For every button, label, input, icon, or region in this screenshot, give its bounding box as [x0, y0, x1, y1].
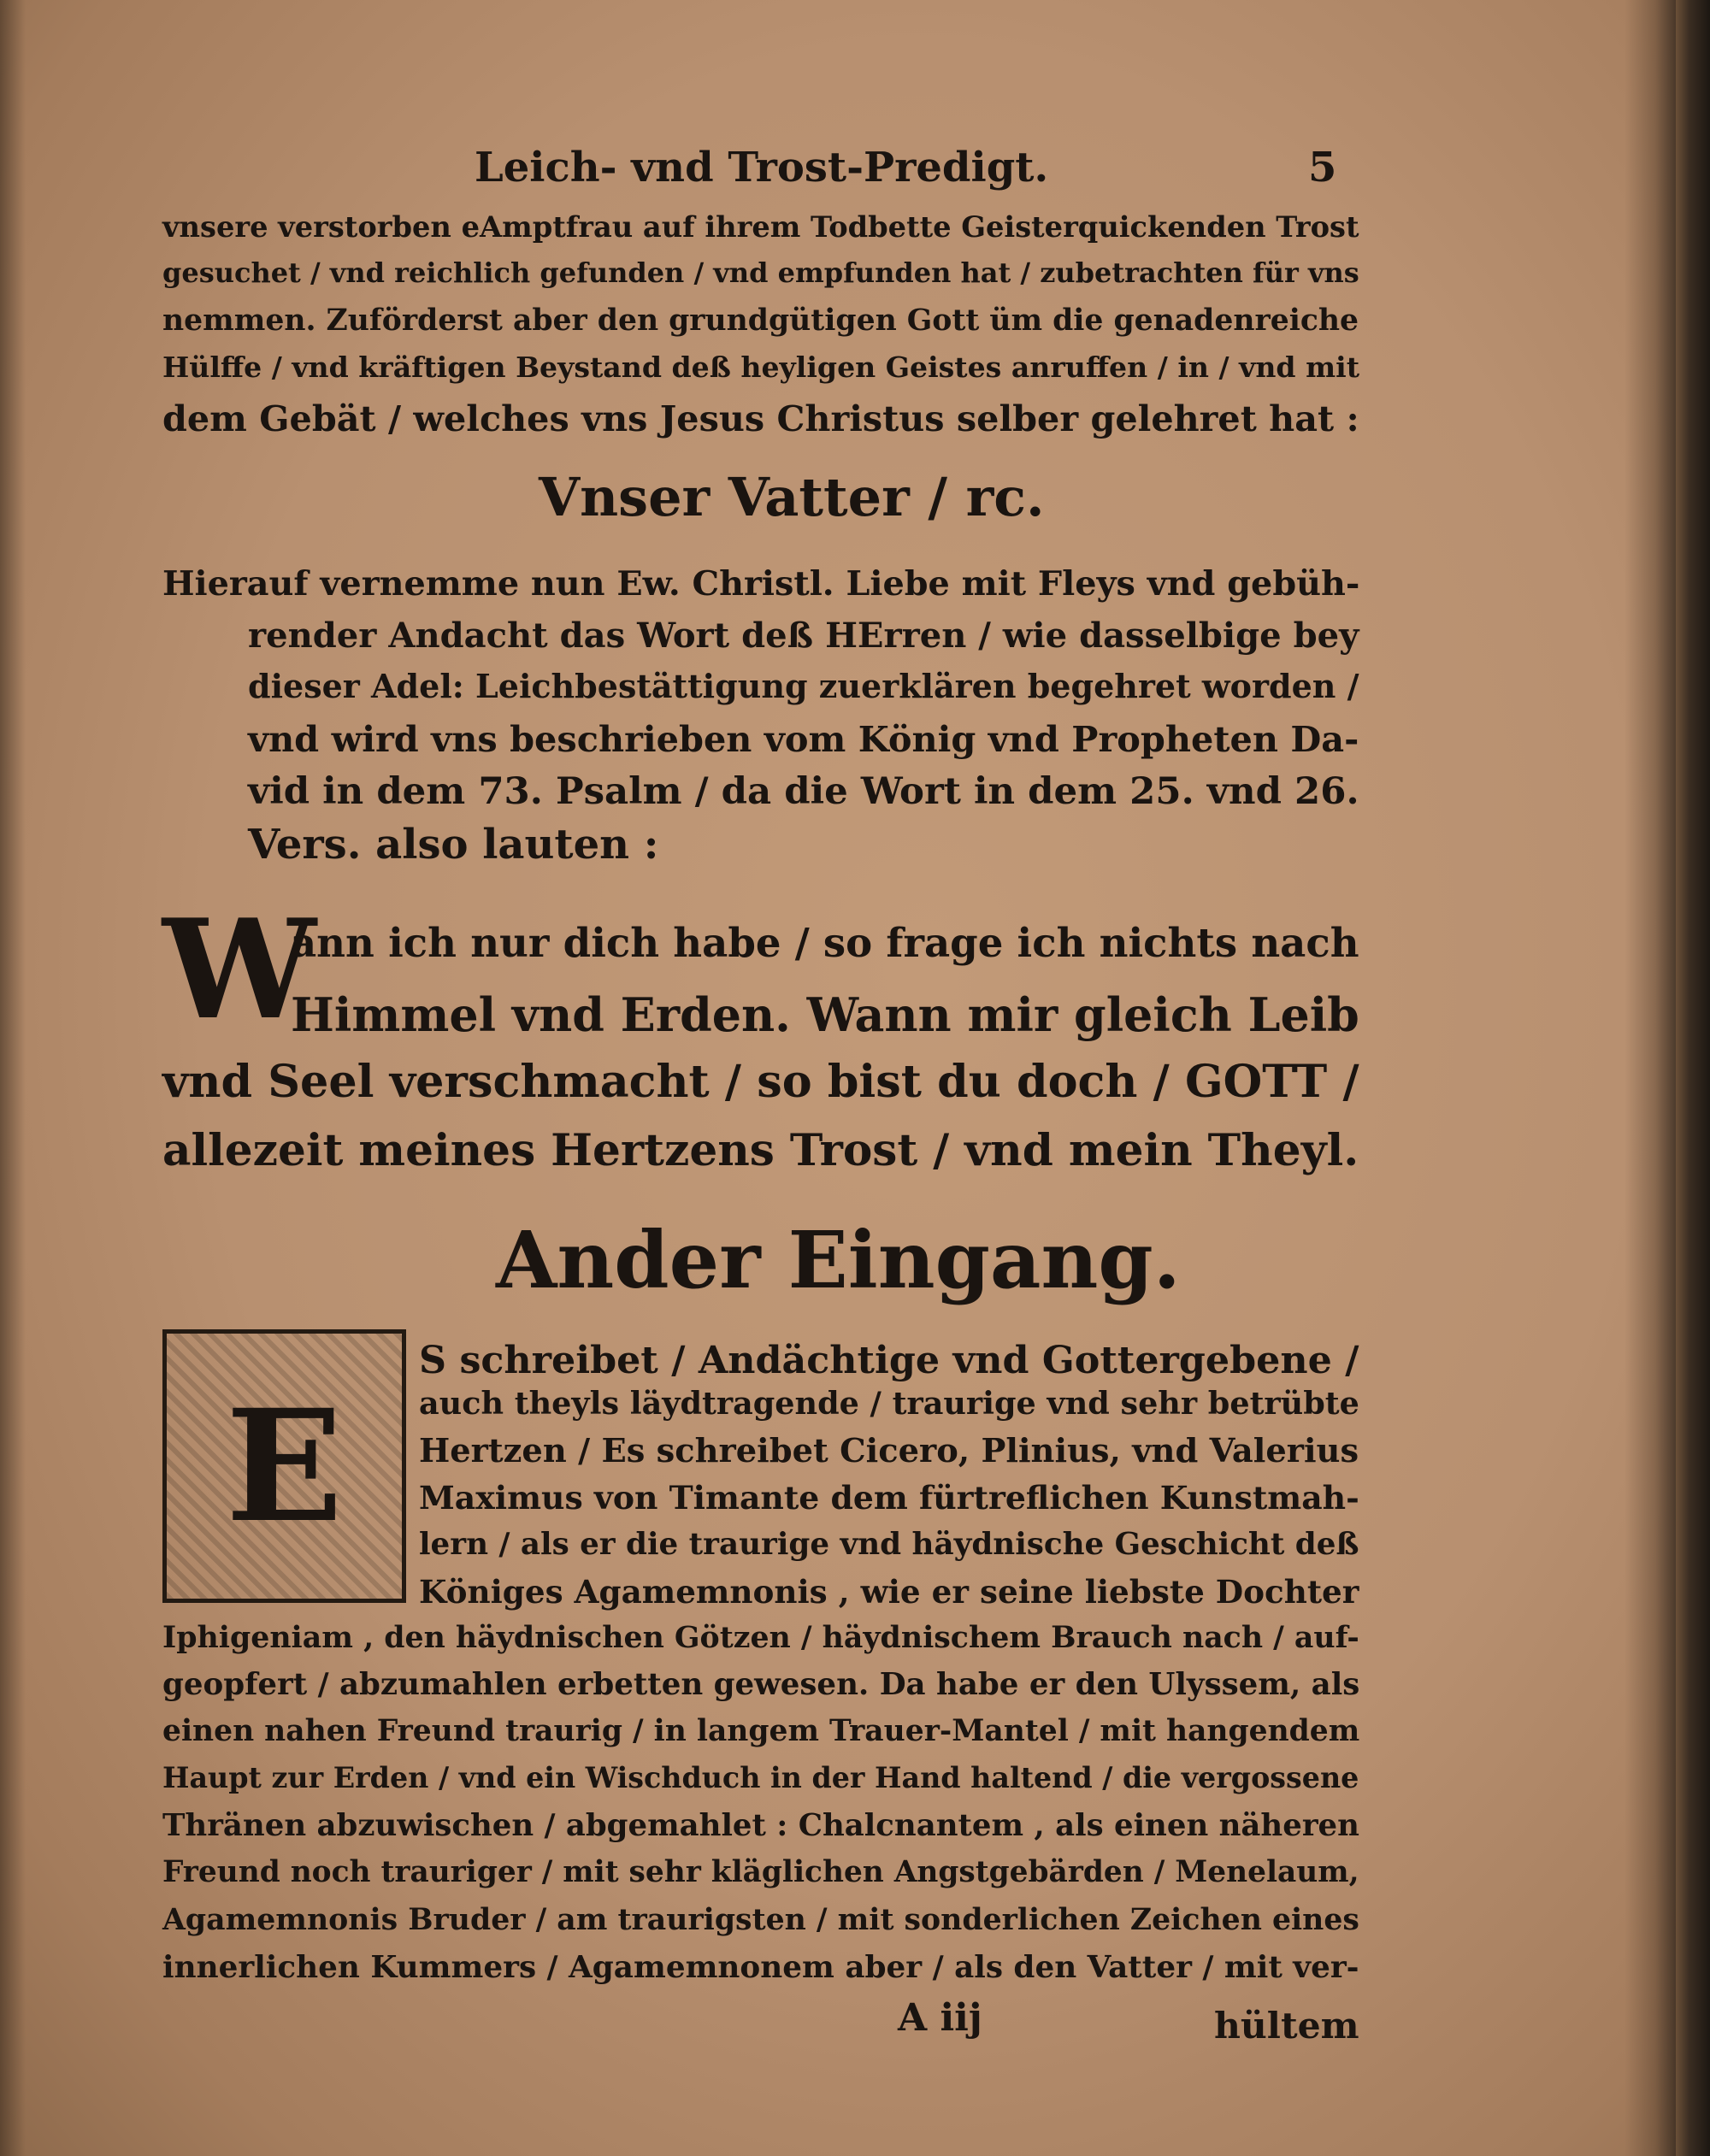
text-line: S schreibet / Andächtige vnd Gottergebene / — [419, 1338, 1359, 1382]
text-line: Thränen abzuwischen / abgemahlet : Chalcnantem , als einen näheren — [162, 1808, 1359, 1843]
scripture-line: allezeit meines Hertzens Trost / vnd mein Theyl. — [162, 1124, 1359, 1176]
text-line: innerlichen Kummers / Agamemnonem aber / als den Vatter / mit ver- — [162, 1949, 1359, 1985]
section-title: Ander Eingang. — [496, 1214, 1181, 1306]
text-line: dem Gebät / welches vns Jesus Christus selber gelehret hat : — [162, 398, 1359, 439]
drop-cap-letter: E — [225, 1375, 344, 1557]
ornamental-drop-cap — [162, 1329, 406, 1603]
running-title: Leich- vnd Trost-Predigt. — [475, 144, 1049, 191]
text-line: dieser Adel: Leichbestättigung zuerklären begehret worden / — [248, 667, 1359, 705]
text-line: Hierauf vernemme nun Ew. Christl. Liebe mit Fleys vnd gebüh- — [162, 564, 1360, 604]
text-line: Vers. also lauten : — [248, 821, 659, 869]
page-number: 5 — [1308, 144, 1337, 191]
text-line: Freund noch trauriger / mit sehr kläglichen Angstgebärden / Menelaum, — [162, 1855, 1359, 1889]
text-line: geopfert / abzumahlen erbetten gewesen. Da habe er den Ulyssem, als — [162, 1667, 1360, 1702]
text-line: Maximus von Timante dem fürtreflichen Kunstmah- — [419, 1479, 1359, 1517]
catchword: hültem — [1214, 2005, 1359, 2047]
scripture-line: ann ich nur dich habe / so frage ich nichts nach — [291, 919, 1359, 966]
text-line: render Andacht das Wort deß HErren / wie dasselbige bey — [248, 616, 1359, 656]
text-line: vnd wird vns beschrieben vom König vnd Propheten Da- — [248, 718, 1359, 760]
text-line: Königes Agamemnonis , wie er seine liebste Dochter — [419, 1573, 1359, 1611]
scripture-line: Himmel vnd Erden. Wann mir gleich Leib — [291, 987, 1359, 1042]
text-line: einen nahen Freund traurig / in langem Trauer-Mantel / mit hangendem — [162, 1714, 1360, 1748]
text-line: Agamemnonis Bruder / am traurigsten / mit sonderlichen Zeichen eines — [162, 1902, 1359, 1937]
page-shadow-left — [0, 0, 26, 2156]
text-line: Iphigeniam , den häydnischen Götzen / häydnischem Brauch nach / auf- — [162, 1620, 1359, 1655]
text-line: Hülffe / vnd kräftigen Beystand deß heyligen Geistes anruffen / in / vnd mit — [162, 350, 1360, 384]
text-line: Hertzen / Es schreibet Cicero, Plinius, vnd Valerius — [419, 1432, 1359, 1470]
text-line: gesuchet / vnd reichlich gefunden / vnd empfunden hat / zubetrachten für vns — [162, 256, 1359, 289]
initial-letter-w: W — [162, 889, 316, 1050]
book-edge — [1676, 0, 1710, 2156]
signature-mark: A iij — [898, 1996, 982, 2040]
scripture-line: vnd Seel verschmacht / so bist du doch / GOTT / — [162, 1056, 1359, 1108]
text-line: vid in dem 73. Psalm / da die Wort in dem 25. vnd 26. — [248, 769, 1359, 813]
text-line: Haupt zur Erden / vnd ein Wischduch in der Hand haltend / die vergossene — [162, 1761, 1359, 1794]
text-line: auch theyls läydtragende / traurige vnd sehr betrübte — [419, 1385, 1359, 1422]
text-line: vnsere verstorben eAmptfrau auf ihrem Todbette Geisterquickenden Trost — [162, 209, 1359, 244]
text-line: nemmen. Zuförderst aber den grundgütigen Gott üm die genadenreiche — [162, 303, 1359, 338]
prayer-heading: Vnser Vatter / rc. — [539, 466, 1045, 528]
text-line: lern / als er die traurige vnd häydnische Geschicht deß — [419, 1526, 1359, 1562]
page-fold-shadow — [1624, 0, 1676, 2156]
